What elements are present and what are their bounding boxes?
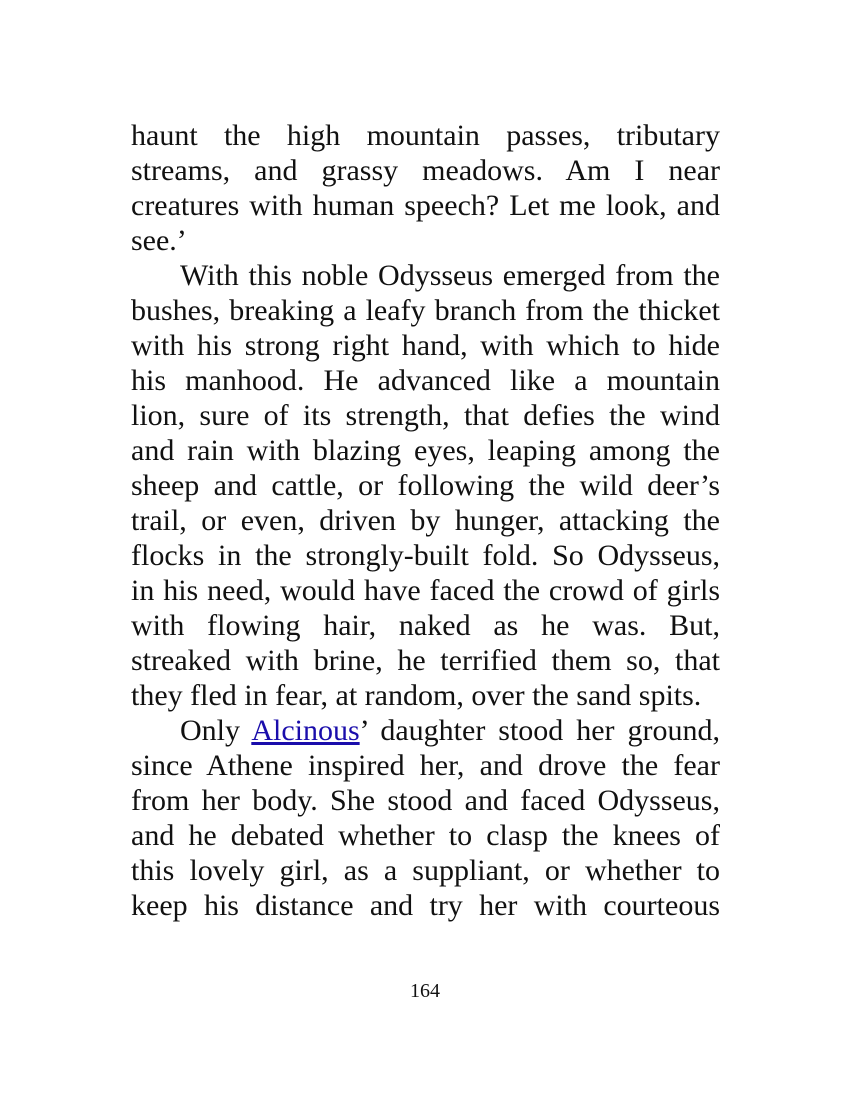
text-line: since Athene inspired her, and drove the fear (131, 749, 720, 782)
line-prefix: Only (180, 714, 252, 747)
text-line: in his need, would have faced the crowd of girls (131, 574, 720, 607)
text-line: his manhood. He advanced like a mountain (131, 364, 720, 397)
text-line: this lovely girl, as a suppliant, or whether to (131, 854, 720, 887)
text-line: creatures with human speech? Let me look, and (131, 189, 720, 222)
text-line: streaked with brine, he terrified them so, that (131, 644, 720, 677)
alcinous-link[interactable]: Alcinous (251, 714, 360, 747)
text-line: with flowing hair, naked as he was. But, (131, 609, 720, 642)
text-line: trail, or even, driven by hunger, attacking the (131, 504, 720, 537)
text-line: they fled in fear, at random, over the sand spits. (131, 679, 702, 712)
text-line: haunt the high mountain passes, tributary (131, 119, 720, 152)
body-text (131, 118, 720, 923)
text-line: bushes, breaking a leafy branch from the thicket (131, 294, 720, 327)
paragraph-start-line (131, 713, 720, 748)
text-line: flocks in the strongly-built fold. So Odysseus, (131, 539, 720, 572)
text-line: and rain with blazing eyes, leaping among the (131, 434, 720, 467)
text-line: lion, sure of its strength, that defies the wind (131, 399, 720, 432)
text-line: from her body. She stood and faced Odysseus, (131, 784, 720, 817)
text-line: see.’ (131, 224, 187, 257)
text-line: streams, and grassy meadows. Am I near (131, 154, 720, 187)
text-line: sheep and cattle, or following the wild deer’s (131, 469, 720, 502)
text-line: with his strong right hand, with which to hide (131, 329, 720, 362)
text-line: and he debated whether to clasp the knees of (131, 819, 720, 852)
paragraph-start-line: With this noble Odysseus emerged from the (180, 259, 720, 292)
line-suffix: ’ daughter stood her ground, (359, 714, 720, 747)
page-number: 164 (410, 980, 440, 1002)
text-line: keep his distance and try her with courteous (131, 889, 720, 922)
